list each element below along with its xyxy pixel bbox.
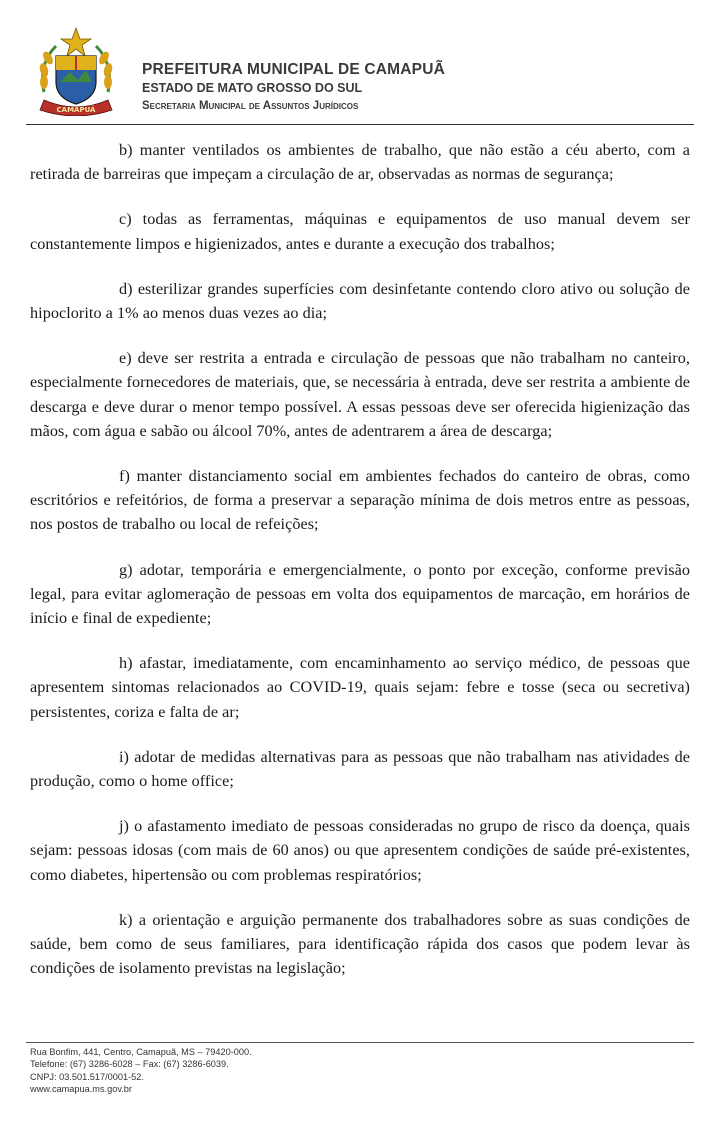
paragraph-i: i) adotar de medidas alternativas para as pessoas que não trabalham nas atividades de produção, como o home office;: [30, 747, 690, 791]
document-body: [30, 138, 690, 1001]
paragraph-g: g) adotar, temporária e emergencialmente, o ponto por exceção, conforme previsão legal, para evitar aglomeração de pessoas em volta dos equipamentos de marcação, em horários de início e final de expediente;: [30, 560, 690, 628]
municipal-crest-icon: [30, 26, 122, 116]
footer-cnpj: CNPJ: 03.501.517/0001-52.: [30, 1071, 144, 1082]
paragraph-e: e) deve ser restrita a entrada e circulação de pessoas que não trabalham no canteiro, especialmente fornecedores de materiais, que, se necessária à entrada, deve ser restrita a ambiente de descarga e deve durar o menor tempo possível. A essas pessoas deve ser oferecida higienização das mãos, com água e sabão ou álcool 70%, antes de adentrarem a área de descarga;: [30, 349, 690, 440]
footer-website[interactable]: www.camapua.ms.gov.br: [30, 1084, 132, 1095]
paragraph-c: c) todas as ferramentas, máquinas e equipamentos de uso manual devem ser constantemente limpos e higienizados, antes e durante a execução dos trabalhos;: [30, 210, 690, 253]
paragraph-b: b) manter ventilados os ambientes de trabalho, que não estão a céu aberto, com a retirada de barreiras que impeçam a circulação de ar, observadas as normas de segurança;: [30, 141, 690, 184]
header-divider: [26, 124, 694, 125]
footer-divider: [26, 1042, 694, 1043]
crest-banner-text: CAMAPUÃ: [56, 106, 96, 114]
paragraph-f: f) manter distanciamento social em ambientes fechados do canteiro de obras, como escritórios e refeitórios, de forma a preservar a separação mínima de dois metros entre as pessoas, nos postos de trabalho ou local de refeições;: [30, 467, 690, 534]
footer-phone: Telefone: (67) 3286-6028 – Fax: (67) 3286-6039.: [30, 1059, 229, 1070]
footer-address: Rua Bonfim, 441, Centro, Camapuã, MS – 79420-000.: [30, 1047, 252, 1057]
paragraph-d: d) esterilizar grandes superfícies com desinfetante contendo cloro ativo ou solução de hipoclorito a 1% ao menos duas vezes ao dia;: [30, 279, 690, 323]
footer: [30, 1046, 252, 1096]
paragraph-j: j) o afastamento imediato de pessoas consideradas no grupo de risco da doença, quais sejam: pessoas idosas (com mais de 60 anos) ou que apresentem condições de saúde pré-existentes, como diabetes, hipertensão ou com problemas respiratórios;: [30, 817, 690, 884]
department-name: Secretaria Municipal de Assuntos Jurídicos: [142, 100, 359, 112]
state-name: ESTADO DE MATO GROSSO DO SUL: [142, 81, 363, 95]
paragraph-k: k) a orientação e arguição permanente dos trabalhadores sobre as suas condições de saúde, bem como de seus familiares, para identificação rápida dos casos que podem levar às condições de isolamento previstas na legislação;: [30, 910, 690, 978]
municipality-title: PREFEITURA MUNICIPAL DE CAMAPUÃ: [142, 61, 446, 78]
letterhead-text: [142, 60, 445, 114]
paragraph-h: h) afastar, imediatamente, com encaminhamento ao serviço médico, de pessoas que apresentem sintomas relacionados ao COVID-19, quais sejam: febre e tosse (seca ou secretiva) persistentes, coriza e falta de ar;: [30, 654, 690, 721]
letterhead: [0, 0, 719, 128]
